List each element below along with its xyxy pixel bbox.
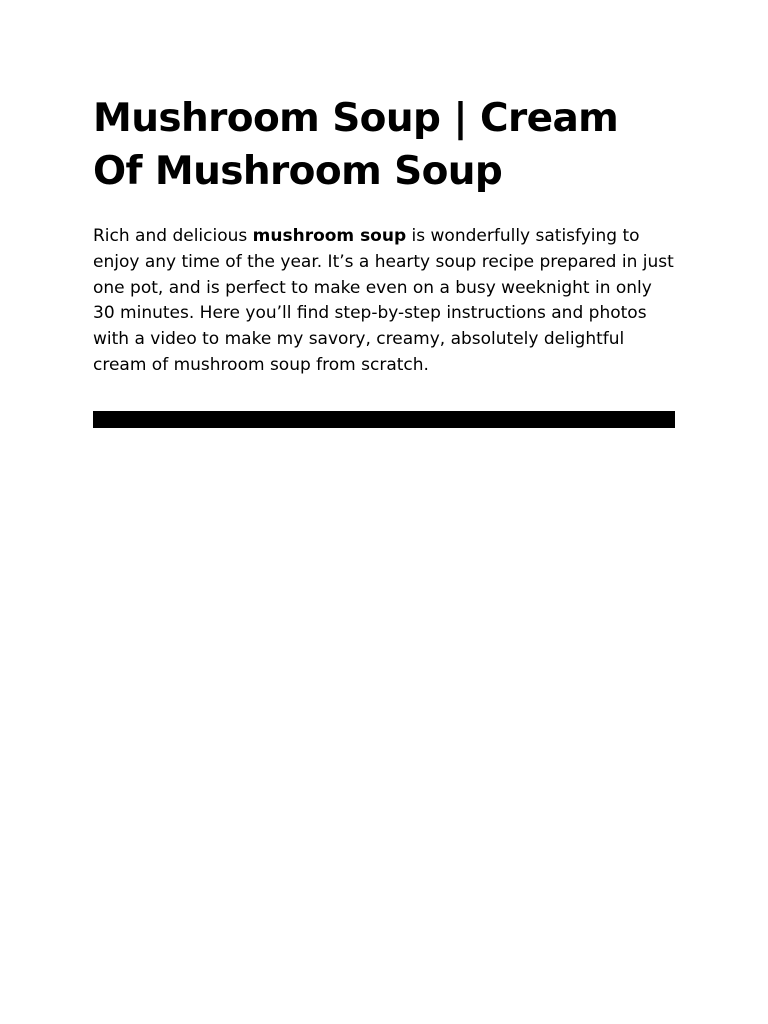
black-divider-bar — [93, 411, 675, 428]
article-title: Mushroom Soup | Cream Of Mushroom Soup — [93, 96, 619, 194]
article-intro — [93, 224, 675, 379]
intro-text-end: is wonderfully satisfying to enjoy any time of the year. It’s a hearty soup recipe prepared in just one pot, and is perfect to make even on a busy weeknight in only 30 minutes. Here you’ll find step-by-step instructions and photos with a video to make my savory, creamy, absolutely delightful cream of mushroom soup from scratch. — [93, 226, 674, 375]
intro-text-start: Rich and delicious — [93, 226, 253, 246]
intro-bold-keyword: mushroom soup — [252, 226, 407, 246]
